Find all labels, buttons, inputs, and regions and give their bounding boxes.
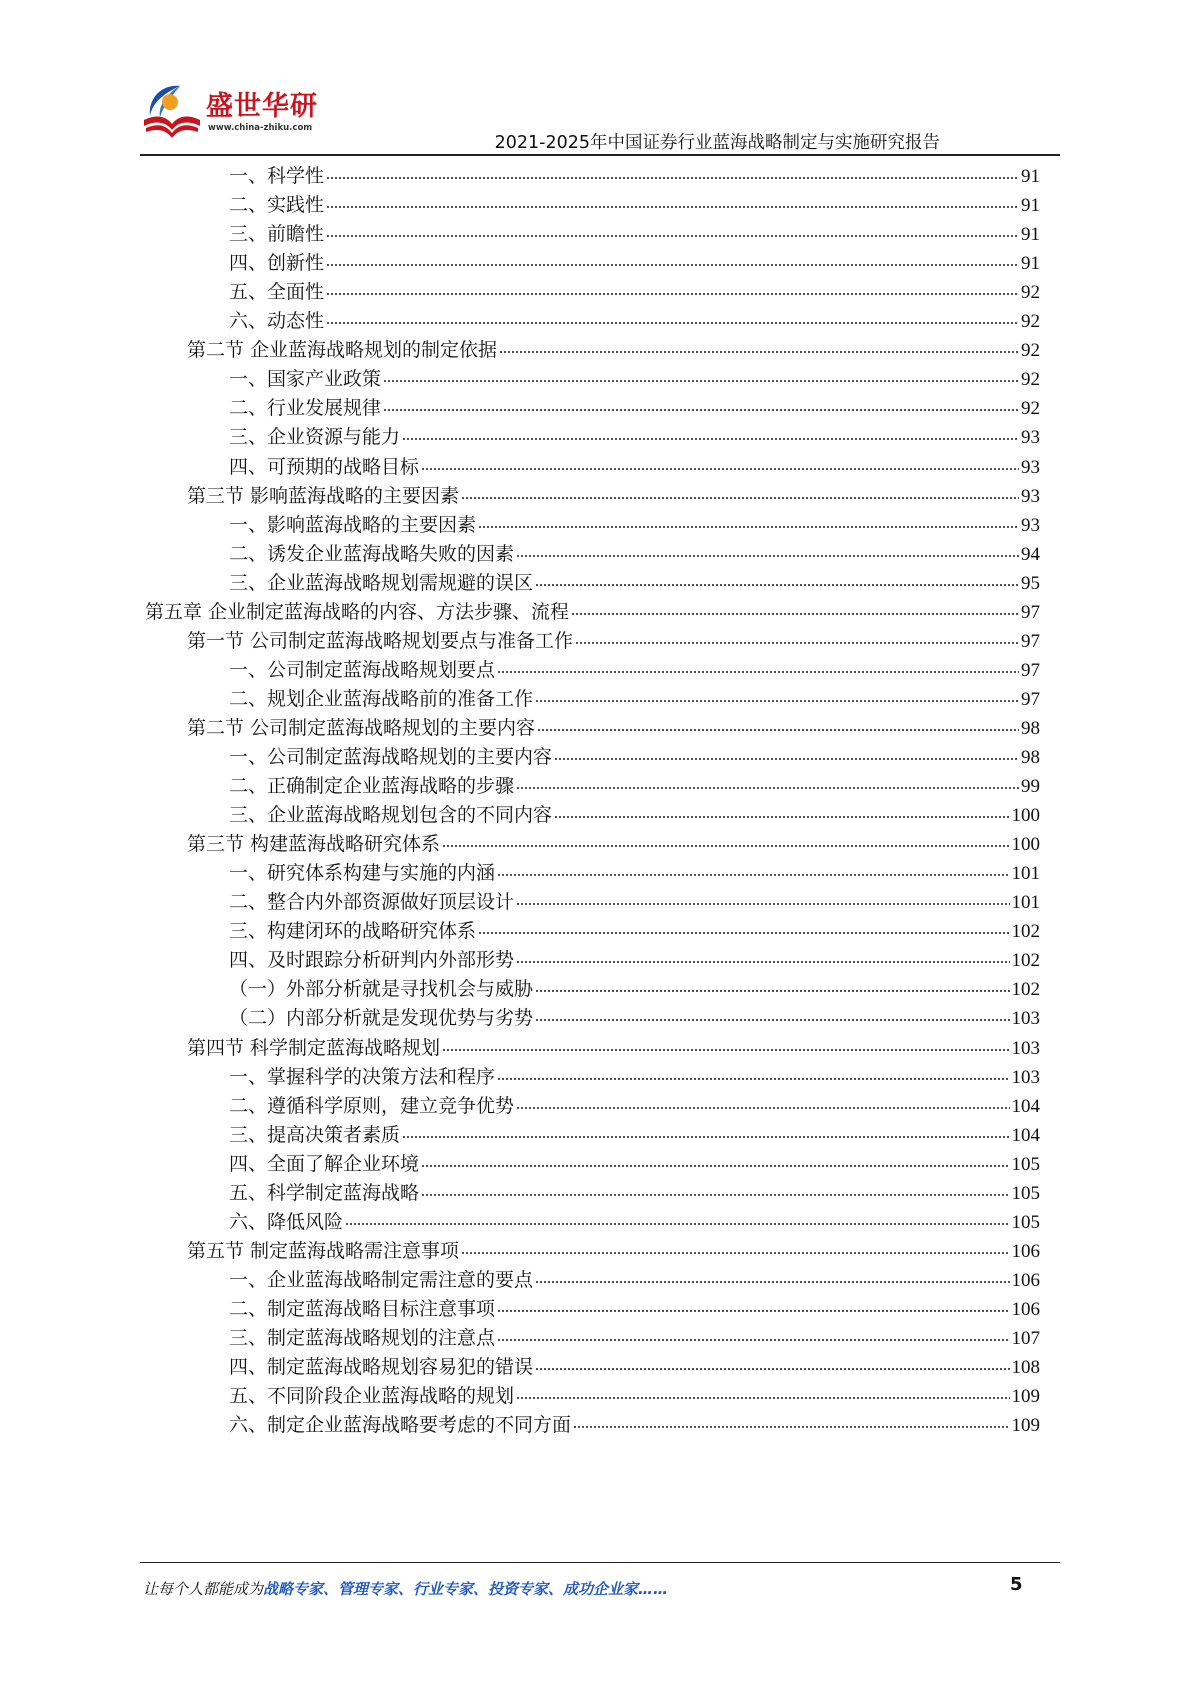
toc-dot-leader bbox=[421, 1164, 1009, 1170]
toc-entry-label: 一、公司制定蓝海战略规划要点 bbox=[229, 658, 496, 681]
toc-dot-leader bbox=[478, 931, 1009, 937]
toc-entry-label: 一、科学性 bbox=[229, 165, 325, 187]
toc-entry-page: 102 bbox=[1011, 950, 1040, 972]
toc-entry-page: 105 bbox=[1011, 1153, 1040, 1175]
toc-dot-leader bbox=[535, 1280, 1009, 1286]
toc-entry-label: 一、公司制定蓝海战略规划的主要内容 bbox=[229, 746, 553, 768]
toc-entry-label: 六、制定企业蓝海战略要考虑的不同方面 bbox=[229, 1414, 572, 1437]
toc-entry-page: 109 bbox=[1011, 1386, 1040, 1408]
toc-entry[interactable] bbox=[187, 482, 1040, 510]
footer-slogan bbox=[143, 1578, 668, 1599]
toc-entry-page: 97 bbox=[1021, 688, 1040, 710]
toc-entry-label: 二、遵循科学原则，建立竞争优势 bbox=[229, 1094, 515, 1117]
toc-dot-leader bbox=[497, 1309, 1009, 1315]
toc-entry-label: 二、行业发展规律 bbox=[229, 397, 382, 420]
toc-entry[interactable] bbox=[229, 1208, 1040, 1236]
toc-entry[interactable] bbox=[229, 1004, 1040, 1032]
toc-entry[interactable] bbox=[229, 1411, 1040, 1439]
toc-entry-page: 91 bbox=[1021, 166, 1040, 187]
toc-dot-leader bbox=[554, 757, 1019, 763]
toc-entry-page: 92 bbox=[1021, 340, 1040, 362]
toc-dot-leader bbox=[497, 1077, 1009, 1083]
toc-dot-leader bbox=[516, 902, 1009, 908]
toc-entry[interactable] bbox=[229, 569, 1040, 597]
toc-entry[interactable] bbox=[187, 336, 1040, 364]
toc-entry-page: 109 bbox=[1011, 1415, 1040, 1437]
toc-entry-label: 第二节 公司制定蓝海战略规划的主要内容 bbox=[187, 716, 536, 739]
toc-entry-page: 103 bbox=[1011, 1008, 1040, 1030]
toc-dot-leader bbox=[383, 379, 1019, 385]
toc-entry-page: 105 bbox=[1011, 1182, 1040, 1204]
toc-entry-label: 第二节 企业蓝海战略规划的制定依据 bbox=[187, 339, 498, 362]
toc-entry-page: 106 bbox=[1011, 1298, 1040, 1320]
toc-entry[interactable] bbox=[229, 859, 1040, 887]
slogan-highlight: 战略专家、管理专家、行业专家、投资专家、成功企业家…… bbox=[263, 1580, 669, 1598]
toc-dot-leader bbox=[461, 496, 1019, 502]
toc-entry[interactable] bbox=[229, 1324, 1040, 1352]
toc-dot-leader bbox=[421, 1193, 1009, 1199]
toc-entry-page: 93 bbox=[1021, 456, 1040, 478]
toc-entry-label: 三、企业资源与能力 bbox=[229, 426, 401, 449]
toc-entry-page: 92 bbox=[1021, 398, 1040, 420]
toc-dot-leader bbox=[499, 350, 1019, 356]
toc-dot-leader bbox=[326, 292, 1019, 298]
toc-dot-leader bbox=[535, 1367, 1009, 1373]
toc-entry-page: 100 bbox=[1011, 805, 1040, 827]
toc-entry-page: 93 bbox=[1021, 427, 1040, 449]
toc-entry-label: 三、企业蓝海战略规划需规避的误区 bbox=[229, 571, 534, 594]
toc-entry-page: 106 bbox=[1011, 1240, 1040, 1262]
toc-dot-leader bbox=[326, 263, 1019, 269]
toc-entry-label: 一、掌握科学的决策方法和程序 bbox=[229, 1065, 496, 1088]
toc-entry-label: 一、影响蓝海战略的主要因素 bbox=[229, 513, 477, 536]
toc-entry-page: 94 bbox=[1021, 543, 1040, 565]
toc-entry-page: 91 bbox=[1021, 253, 1040, 275]
toc-entry-page: 92 bbox=[1021, 282, 1040, 304]
toc-entry[interactable] bbox=[229, 511, 1040, 539]
toc-entry[interactable] bbox=[229, 801, 1040, 829]
toc-entry[interactable] bbox=[229, 540, 1040, 568]
toc-dot-leader bbox=[383, 408, 1019, 414]
footer-divider bbox=[140, 1562, 1060, 1563]
toc-entry-label: 一、研究体系构建与实施的内涵 bbox=[229, 862, 496, 885]
toc-entry[interactable] bbox=[229, 220, 1040, 248]
toc-entry-label: 四、全面了解企业环境 bbox=[229, 1152, 420, 1175]
page-header bbox=[0, 0, 1191, 160]
toc-entry[interactable] bbox=[229, 1266, 1040, 1294]
company-logo bbox=[140, 80, 318, 150]
toc-dot-leader bbox=[442, 844, 1009, 850]
toc-dot-leader bbox=[535, 699, 1019, 705]
toc-entry-label: 二、规划企业蓝海战略前的准备工作 bbox=[229, 687, 534, 710]
toc-entry-label: 三、提高决策者素质 bbox=[229, 1123, 401, 1146]
toc-entry-label: 六、降低风险 bbox=[229, 1210, 344, 1233]
toc-entry[interactable] bbox=[187, 1034, 1040, 1062]
toc-entry[interactable] bbox=[229, 365, 1040, 393]
toc-entry-page: 101 bbox=[1011, 863, 1040, 885]
toc-entry-page: 97 bbox=[1021, 659, 1040, 681]
toc-entry[interactable] bbox=[229, 307, 1040, 335]
toc-entry-page: 92 bbox=[1021, 311, 1040, 333]
toc-entry-page: 99 bbox=[1021, 776, 1040, 798]
toc-entry-label: 三、构建闭环的战略研究体系 bbox=[229, 920, 477, 943]
toc-dot-leader bbox=[497, 873, 1009, 879]
toc-dot-leader bbox=[535, 989, 1009, 995]
toc-entry[interactable] bbox=[229, 656, 1040, 684]
toc-entry-label: 一、国家产业政策 bbox=[229, 368, 382, 391]
toc-entry-page: 106 bbox=[1011, 1269, 1040, 1291]
toc-entry-label: 二、整合内外部资源做好顶层设计 bbox=[229, 891, 515, 914]
toc-dot-leader bbox=[516, 1106, 1009, 1112]
toc-entry[interactable] bbox=[229, 1295, 1040, 1323]
toc-entry-label: 三、企业蓝海战略规划包含的不同内容 bbox=[229, 804, 553, 827]
toc-entry-page: 97 bbox=[1021, 601, 1040, 623]
toc-entry-label: 第一节 公司制定蓝海战略规划要点与准备工作 bbox=[187, 629, 574, 652]
toc-dot-leader bbox=[554, 815, 1009, 821]
toc-entry-page: 105 bbox=[1011, 1211, 1040, 1233]
toc-entry[interactable] bbox=[229, 423, 1040, 451]
toc-entry[interactable] bbox=[229, 772, 1040, 800]
toc-entry-label: （二）内部分析就是发现优势与劣势 bbox=[229, 1007, 534, 1030]
logo-url: www.china-zhiku.com bbox=[208, 123, 313, 133]
toc-entry[interactable] bbox=[229, 685, 1040, 713]
toc-entry-page: 103 bbox=[1011, 1066, 1040, 1088]
toc-dot-leader bbox=[516, 1396, 1009, 1402]
toc-entry-page: 108 bbox=[1011, 1357, 1040, 1379]
toc-dot-leader bbox=[516, 554, 1019, 560]
toc-entry[interactable] bbox=[145, 598, 1040, 626]
toc-dot-leader bbox=[537, 728, 1019, 734]
toc-entry-page: 92 bbox=[1021, 369, 1040, 391]
toc-entry-label: 三、制定蓝海战略规划的注意点 bbox=[229, 1327, 496, 1349]
toc-dot-leader bbox=[402, 1135, 1009, 1141]
toc-entry-page: 91 bbox=[1021, 224, 1040, 246]
toc-entry-label: 五、科学制定蓝海战略 bbox=[229, 1181, 420, 1204]
toc-dot-leader bbox=[571, 612, 1019, 618]
toc-dot-leader bbox=[573, 1425, 1009, 1431]
toc-entry-page: 104 bbox=[1011, 1124, 1040, 1146]
toc-dot-leader bbox=[326, 205, 1019, 211]
toc-entry[interactable] bbox=[229, 1063, 1040, 1091]
toc-entry-label: （一）外部分析就是寻找机会与威胁 bbox=[229, 978, 534, 1001]
toc-entry-label: 二、制定蓝海战略目标注意事项 bbox=[229, 1297, 496, 1320]
toc-dot-leader bbox=[326, 176, 1019, 182]
toc-entry[interactable] bbox=[229, 453, 1040, 481]
toc-dot-leader bbox=[575, 641, 1019, 647]
toc-dot-leader bbox=[442, 1048, 1009, 1054]
toc-dot-leader bbox=[535, 1018, 1009, 1024]
toc-entry-label: 一、企业蓝海战略制定需注意的要点 bbox=[229, 1268, 534, 1291]
toc-entry-label: 第五节 制定蓝海战略需注意事项 bbox=[187, 1239, 460, 1262]
toc-dot-leader bbox=[421, 467, 1019, 473]
toc-entry[interactable] bbox=[229, 249, 1040, 277]
toc-entry-label: 二、实践性 bbox=[229, 194, 325, 217]
toc-entry-page: 101 bbox=[1011, 892, 1040, 914]
toc-entry[interactable] bbox=[187, 714, 1040, 742]
toc-entry[interactable] bbox=[229, 975, 1040, 1003]
toc-entry[interactable] bbox=[229, 1382, 1040, 1410]
toc-entry-page: 102 bbox=[1011, 921, 1040, 943]
toc-entry[interactable] bbox=[229, 743, 1040, 771]
toc-entry[interactable] bbox=[229, 394, 1040, 422]
toc-entry-label: 二、诱发企业蓝海战略失败的因素 bbox=[229, 542, 515, 565]
toc-entry-page: 98 bbox=[1021, 747, 1040, 768]
toc-entry[interactable] bbox=[229, 1092, 1040, 1120]
toc-dot-leader bbox=[326, 321, 1019, 327]
toc-entry[interactable] bbox=[229, 162, 1040, 190]
toc-dot-leader bbox=[326, 234, 1019, 240]
toc-entry[interactable] bbox=[229, 191, 1040, 219]
toc-dot-leader bbox=[535, 583, 1019, 589]
logo-book-icon bbox=[140, 80, 204, 144]
toc-entry-page: 102 bbox=[1011, 979, 1040, 1001]
toc-entry-page: 95 bbox=[1021, 572, 1040, 594]
toc-entry-page: 91 bbox=[1021, 195, 1040, 217]
toc-entry[interactable] bbox=[229, 888, 1040, 916]
toc-entry-label: 二、正确制定企业蓝海战略的步骤 bbox=[229, 775, 515, 798]
toc-entry-label: 五、全面性 bbox=[229, 281, 325, 304]
toc-entry[interactable] bbox=[187, 1237, 1040, 1265]
toc-dot-leader bbox=[478, 525, 1019, 531]
toc-dot-leader bbox=[497, 1338, 1009, 1344]
toc-entry-label: 四、及时跟踪分析研判内外部形势 bbox=[229, 949, 515, 972]
toc-entry[interactable] bbox=[187, 627, 1040, 655]
toc-dot-leader bbox=[516, 960, 1009, 966]
toc-entry-page: 107 bbox=[1011, 1328, 1040, 1349]
toc-dot-leader bbox=[345, 1222, 1009, 1228]
toc-entry[interactable] bbox=[229, 946, 1040, 974]
document-title: 2021-2025年中国证券行业蓝海战略制定与实施研究报告 bbox=[494, 133, 940, 153]
header-divider bbox=[140, 154, 1060, 156]
toc-entry-page: 100 bbox=[1011, 834, 1040, 856]
toc-entry-page: 103 bbox=[1011, 1037, 1040, 1059]
slogan-prefix: 让每个人都能成为 bbox=[143, 1580, 264, 1598]
toc-entry[interactable] bbox=[229, 917, 1040, 945]
toc-dot-leader bbox=[461, 1251, 1009, 1257]
toc-entry-page: 104 bbox=[1011, 1095, 1040, 1117]
toc-entry-label: 四、制定蓝海战略规划容易犯的错误 bbox=[229, 1356, 534, 1379]
toc-entry-label: 五、不同阶段企业蓝海战略的规划 bbox=[229, 1385, 515, 1408]
toc-entry-page: 93 bbox=[1021, 485, 1040, 507]
toc-entry-page: 93 bbox=[1021, 514, 1040, 536]
logo-name: 盛世华研 bbox=[206, 91, 318, 122]
toc-entry[interactable] bbox=[229, 278, 1040, 306]
toc-entry-label: 第五章 企业制定蓝海战略的内容、方法步骤、流程 bbox=[145, 600, 570, 623]
toc-entry-label: 四、可预期的战略目标 bbox=[229, 455, 420, 478]
toc-entry-label: 三、前瞻性 bbox=[229, 223, 325, 246]
toc-entry-label: 第四节 科学制定蓝海战略规划 bbox=[187, 1036, 441, 1059]
toc-entry[interactable] bbox=[229, 1179, 1040, 1207]
toc-dot-leader bbox=[516, 786, 1019, 792]
toc-entry[interactable] bbox=[187, 830, 1040, 858]
toc-entry[interactable] bbox=[229, 1121, 1040, 1149]
toc-entry-page: 97 bbox=[1021, 630, 1040, 652]
toc-entry-label: 第三节 影响蓝海战略的主要因素 bbox=[187, 484, 460, 507]
toc-entry-page: 98 bbox=[1021, 717, 1040, 739]
toc-dot-leader bbox=[402, 437, 1019, 443]
toc-entry[interactable] bbox=[229, 1353, 1040, 1381]
toc-entry-label: 第三节 构建蓝海战略研究体系 bbox=[187, 833, 441, 856]
page-number: 5 bbox=[1010, 1574, 1023, 1595]
toc-dot-leader bbox=[497, 670, 1019, 676]
toc-entry-label: 六、动态性 bbox=[229, 310, 325, 333]
toc-entry-label: 四、创新性 bbox=[229, 252, 325, 275]
toc-entry[interactable] bbox=[229, 1150, 1040, 1178]
